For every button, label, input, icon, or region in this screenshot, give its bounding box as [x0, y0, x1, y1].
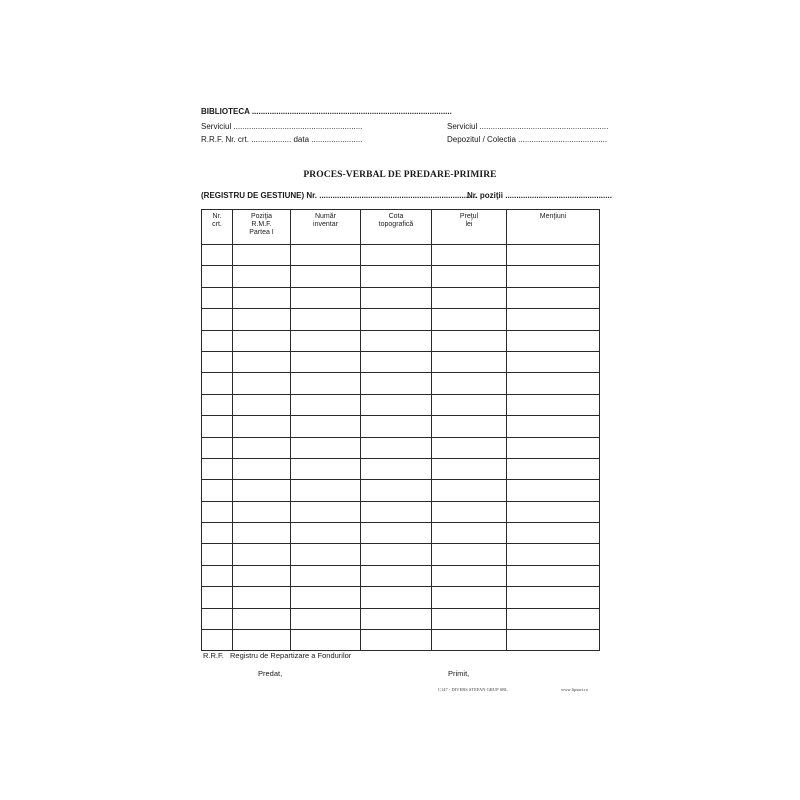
table-cell	[233, 266, 291, 287]
header-nr-crt	[202, 210, 233, 245]
table-row	[202, 630, 600, 651]
table-cell	[432, 373, 507, 394]
table-cell	[432, 330, 507, 351]
table-header-line: Nr.	[212, 213, 222, 220]
table-cell	[507, 630, 600, 651]
table-cell	[202, 480, 233, 501]
table-row	[202, 309, 600, 330]
header-pretul-lei	[432, 210, 507, 245]
table-cell	[361, 309, 432, 330]
table-cell	[233, 287, 291, 308]
table-cell	[507, 437, 600, 458]
table-cell	[432, 309, 507, 330]
biblioteca-field: BIBLIOTECA ..........................................................................................	[201, 107, 452, 116]
table-cell	[361, 373, 432, 394]
table-cell	[507, 245, 600, 266]
table-body	[202, 245, 600, 651]
table-cell	[233, 608, 291, 629]
table-row	[202, 458, 600, 479]
table-cell	[291, 608, 361, 629]
table-row	[202, 480, 600, 501]
table-cell	[291, 480, 361, 501]
table-cell	[507, 544, 600, 565]
table-cell	[432, 544, 507, 565]
table-cell	[233, 587, 291, 608]
table-cell	[361, 587, 432, 608]
table-cell	[291, 266, 361, 287]
serviciul-right-field: Serviciul ..........................................................	[447, 122, 609, 131]
table-cell	[233, 373, 291, 394]
table-cell	[507, 309, 600, 330]
table-cell	[361, 287, 432, 308]
table-cell	[291, 630, 361, 651]
table-cell	[233, 480, 291, 501]
table-cell	[432, 245, 507, 266]
table-header-line: Partea I	[249, 229, 274, 236]
table-cell	[361, 394, 432, 415]
table-cell	[291, 416, 361, 437]
table-cell	[507, 351, 600, 372]
header-pozitia-rmf	[233, 210, 291, 245]
table-cell	[432, 416, 507, 437]
table-cell	[432, 501, 507, 522]
table-cell	[291, 544, 361, 565]
table-cell	[233, 394, 291, 415]
table-cell	[233, 523, 291, 544]
table-cell	[507, 416, 600, 437]
table-cell	[291, 373, 361, 394]
table-cell	[202, 330, 233, 351]
table-cell	[291, 394, 361, 415]
table-cell	[361, 608, 432, 629]
table-row	[202, 608, 600, 629]
table-cell	[202, 245, 233, 266]
table-cell	[432, 587, 507, 608]
table-cell	[291, 330, 361, 351]
table-cell	[202, 501, 233, 522]
table-row	[202, 501, 600, 522]
table-header-line: Poziţia	[250, 213, 272, 220]
table-cell	[233, 416, 291, 437]
inventory-table	[201, 209, 600, 651]
table-cell	[233, 351, 291, 372]
registru-gestiune-field: (REGISTRU DE GESTIUNE) Nr. .......................................................................	[201, 191, 478, 200]
table-cell	[233, 458, 291, 479]
table-cell	[361, 501, 432, 522]
table-cell	[233, 630, 291, 651]
table-cell	[291, 565, 361, 586]
table-cell	[432, 565, 507, 586]
table-cell	[507, 266, 600, 287]
table-row	[202, 351, 600, 372]
table-cell	[291, 501, 361, 522]
table-cell	[507, 565, 600, 586]
primit-label: Primit,	[448, 669, 470, 678]
table-cell	[507, 587, 600, 608]
table-cell	[507, 330, 600, 351]
table-cell	[361, 480, 432, 501]
table-cell	[233, 309, 291, 330]
rrf-nr-data-field: R.R.F. Nr. crt. .................. data .......................	[201, 135, 363, 144]
header-mentiuni	[507, 210, 600, 245]
table-cell	[432, 630, 507, 651]
table-row	[202, 330, 600, 351]
table-cell	[202, 523, 233, 544]
table-cell	[361, 245, 432, 266]
table-row	[202, 416, 600, 437]
table-cell	[202, 266, 233, 287]
table-header-row	[202, 210, 600, 245]
table-cell	[233, 565, 291, 586]
table-cell	[361, 351, 432, 372]
table-header-line: Menţiuni	[539, 213, 567, 220]
table-cell	[432, 437, 507, 458]
table-cell	[202, 373, 233, 394]
table-row	[202, 266, 600, 287]
table-cell	[291, 587, 361, 608]
table-cell	[291, 245, 361, 266]
nr-pozitii-field: Nr. poziţii ................................................	[467, 191, 612, 200]
table-cell	[291, 458, 361, 479]
table-cell	[202, 287, 233, 308]
table-row	[202, 287, 600, 308]
table-cell	[361, 266, 432, 287]
table-cell	[507, 523, 600, 544]
depozitul-field: Depozitul / Colectia ........................................	[447, 135, 608, 144]
table-header-line: Preţul	[459, 213, 479, 220]
table-cell	[202, 608, 233, 629]
table-cell	[202, 630, 233, 651]
table-cell	[361, 523, 432, 544]
table-header-line: inventar	[313, 221, 338, 228]
table-cell	[507, 458, 600, 479]
table-cell	[507, 501, 600, 522]
table-header-line: lei	[465, 221, 473, 228]
table-cell	[432, 394, 507, 415]
table-cell	[233, 330, 291, 351]
table-header-line: R.M.F.	[251, 221, 272, 228]
table-cell	[507, 608, 600, 629]
table-cell	[432, 458, 507, 479]
table-cell	[507, 373, 600, 394]
table-cell	[291, 309, 361, 330]
table-row	[202, 565, 600, 586]
header-cota-topografica	[361, 210, 432, 245]
table-cell	[507, 287, 600, 308]
table-cell	[291, 523, 361, 544]
table-header-line: topografică	[378, 221, 414, 228]
table-cell	[202, 565, 233, 586]
table-cell	[202, 416, 233, 437]
table-header-line: crt.	[212, 221, 222, 228]
table-cell	[291, 437, 361, 458]
table-row	[202, 245, 600, 266]
predat-label: Predat,	[258, 669, 283, 678]
table-cell	[202, 437, 233, 458]
table-cell	[361, 630, 432, 651]
table-cell	[233, 437, 291, 458]
table-cell	[233, 544, 291, 565]
table-cell	[202, 351, 233, 372]
table-cell	[291, 287, 361, 308]
table-cell	[432, 480, 507, 501]
printer-website: www.lipsuri.ro	[561, 687, 588, 692]
table-cell	[432, 608, 507, 629]
table-cell	[361, 544, 432, 565]
table-cell	[202, 394, 233, 415]
table-header-line: Cota	[388, 213, 404, 220]
table-row	[202, 373, 600, 394]
table-row	[202, 394, 600, 415]
table-cell	[507, 480, 600, 501]
table-cell	[233, 245, 291, 266]
rrf-abbreviation: R.R.F.	[203, 651, 224, 660]
table-row	[202, 587, 600, 608]
table-cell	[291, 351, 361, 372]
table-cell	[202, 458, 233, 479]
table-cell	[432, 351, 507, 372]
table-cell	[233, 501, 291, 522]
table-cell	[361, 458, 432, 479]
table-row	[202, 544, 600, 565]
table-cell	[202, 587, 233, 608]
table-cell	[202, 544, 233, 565]
serviciul-left-field: Serviciul ..........................................................	[201, 122, 363, 131]
rrf-description: Registru de Repartizare a Fondurilor	[230, 651, 352, 660]
table-header-line: Număr	[314, 213, 336, 220]
header-numar-inventar	[291, 210, 361, 245]
table-cell	[432, 287, 507, 308]
table-cell	[202, 309, 233, 330]
table-cell	[361, 437, 432, 458]
table-cell	[361, 565, 432, 586]
table-cell	[507, 394, 600, 415]
table-cell	[361, 416, 432, 437]
table-row	[202, 437, 600, 458]
table-row	[202, 523, 600, 544]
document-title: PROCES-VERBAL DE PREDARE-PRIMIRE	[303, 170, 497, 180]
table-cell	[432, 266, 507, 287]
table-cell	[432, 523, 507, 544]
printer-credit: C147 - DIVERS STEFAN GRUP SRL	[438, 687, 508, 692]
table-cell	[361, 330, 432, 351]
